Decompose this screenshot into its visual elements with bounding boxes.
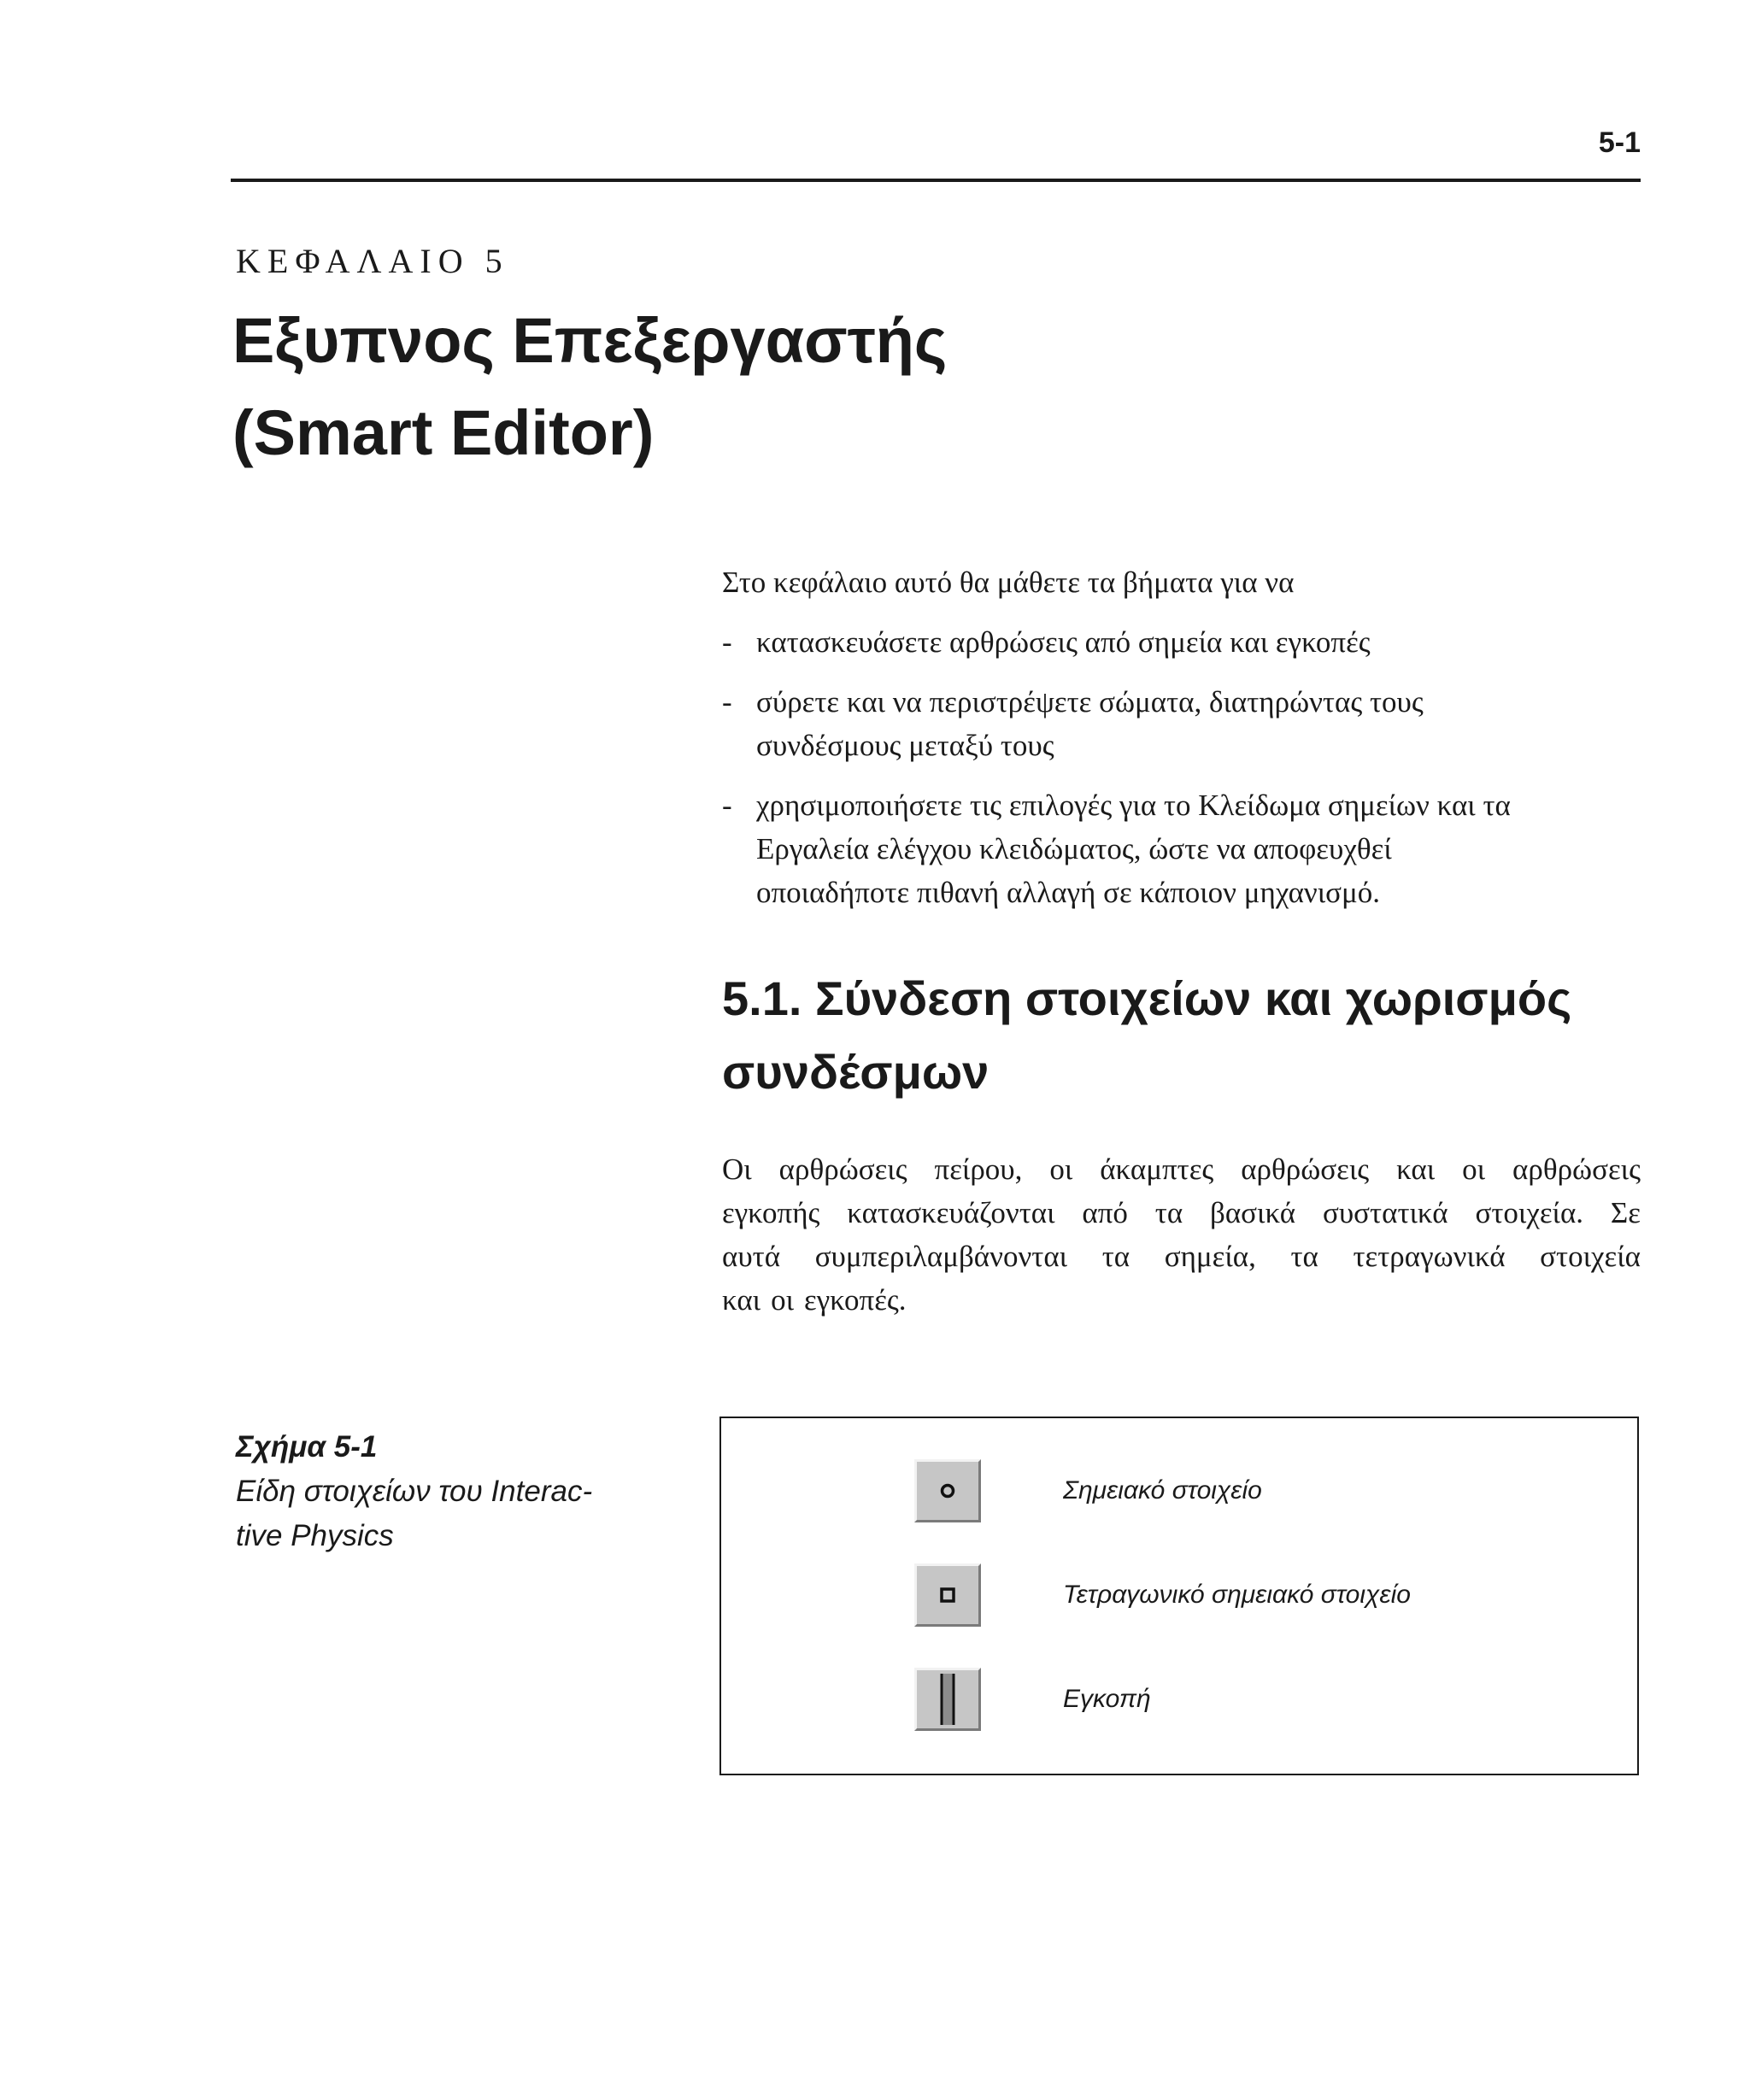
body-line <box>722 1235 1641 1278</box>
body-line <box>722 1278 1641 1322</box>
body-word: οι <box>1462 1153 1486 1186</box>
body-word: και <box>722 1283 761 1317</box>
body-word: στοιχεία <box>1540 1240 1641 1273</box>
body-word: βασικά <box>1210 1196 1296 1229</box>
body-word: και <box>1396 1153 1436 1186</box>
body-word: οι <box>1049 1153 1073 1186</box>
bullet-line: συνδέσμους μεταξύ τους <box>756 729 1054 762</box>
body-word: οι <box>771 1283 795 1317</box>
bullet-dash: - <box>722 789 732 822</box>
body-word: κατασκευάζονται <box>847 1196 1055 1229</box>
bullet-line: κατασκευάσετε αρθρώσεις από σημεία και εγκοπές <box>756 625 1371 659</box>
body-word: Οι <box>722 1153 752 1186</box>
body-word: αρθρώσεις <box>778 1153 907 1186</box>
body-word: Σε <box>1610 1196 1641 1229</box>
slot-element-icon <box>914 1668 981 1731</box>
bullet-dash: - <box>722 625 732 659</box>
figure-box <box>719 1417 1639 1775</box>
body-word: άκαμπτες <box>1100 1153 1214 1186</box>
body-word: πείρου, <box>934 1153 1023 1186</box>
bullet-line: χρησιμοποιήσετε τις επιλογές για το Κλείδωμα σημείων και τα <box>756 789 1511 822</box>
bullet-line: οποιαδήποτε πιθανή αλλαγή σε κάποιον μηχανισμό. <box>756 876 1381 909</box>
square-point-element-icon <box>914 1563 981 1627</box>
bullet-line: σύρετε και να περιστρέψετε σώματα, διατηρώντας τους <box>756 685 1424 719</box>
intro-bullet <box>722 783 1641 914</box>
figure-item-label: Σημειακό στοιχείο <box>1063 1476 1262 1505</box>
body-word: εγκοπές. <box>804 1283 907 1317</box>
top-rule <box>231 179 1641 182</box>
chapter-title-line: (Smart Editor) <box>232 397 655 468</box>
body-word: τα <box>1154 1196 1183 1229</box>
intro-bullet-list <box>722 620 1641 914</box>
page-number: 5-1 <box>1598 126 1641 159</box>
intro-bullet <box>722 620 1641 664</box>
body-word: τα <box>1101 1240 1130 1273</box>
section-body <box>722 1147 1641 1322</box>
body-word: τετραγωνικά <box>1353 1240 1506 1273</box>
intro-bullet <box>722 680 1641 767</box>
figure-caption <box>236 1425 663 1558</box>
point-element-icon <box>914 1459 981 1522</box>
body-word: συστατικά <box>1322 1196 1448 1229</box>
bullet-line: Εργαλεία ελέγχου κλειδώματος, ώστε να αποφευχθεί <box>756 832 1392 865</box>
body-line <box>722 1191 1641 1235</box>
body-word: συμπεριλαμβάνονται <box>814 1240 1068 1273</box>
chapter-title-line: Εξυπνος Επεξεργαστής <box>232 305 948 376</box>
chapter-title <box>232 295 947 479</box>
section-heading <box>722 962 1641 1109</box>
bullet-dash: - <box>722 685 732 719</box>
figure-item <box>914 1668 1151 1731</box>
figure-caption-line: Είδη στοιχείων του Interac- <box>236 1475 593 1508</box>
intro-block <box>722 560 1641 930</box>
section-heading-line: συνδέσμων <box>722 1045 990 1099</box>
figure-item <box>914 1459 1262 1522</box>
body-word: εγκοπής <box>722 1196 820 1229</box>
body-word: από <box>1082 1196 1128 1229</box>
intro-lead: Στο κεφάλαιο αυτό θα μάθετε τα βήματα για να <box>722 566 1295 599</box>
body-word: στοιχεία. <box>1475 1196 1584 1229</box>
section-heading-line: 5.1. Σύνδεση στοιχείων και χωρισμός <box>722 971 1572 1025</box>
figure-item <box>914 1563 1411 1627</box>
chapter-label: ΚΕΦΑΛΑΙΟ 5 <box>236 242 509 280</box>
figure-item-label: Εγκοπή <box>1063 1685 1151 1713</box>
body-word: αρθρώσεις <box>1512 1153 1641 1186</box>
body-word: αυτά <box>722 1240 781 1273</box>
body-line <box>722 1147 1641 1191</box>
body-word: τα <box>1290 1240 1318 1273</box>
figure-caption-line: tive Physics <box>236 1519 394 1552</box>
figure-label: Σχήμα 5-1 <box>236 1430 378 1464</box>
figure-item-label: Τετραγωνικό σημειακό στοιχείο <box>1063 1581 1411 1609</box>
body-word: αρθρώσεις <box>1241 1153 1370 1186</box>
body-word: σημεία, <box>1164 1240 1256 1273</box>
